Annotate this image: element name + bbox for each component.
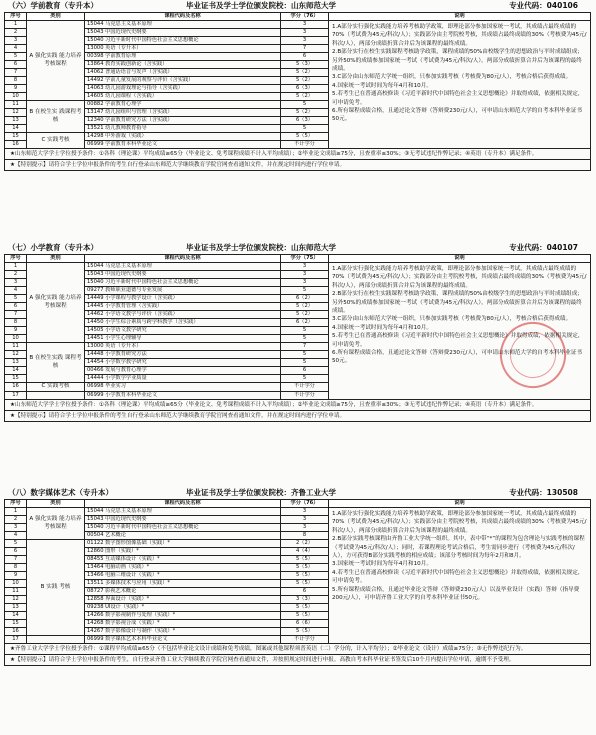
credit-value: 5（5） [281, 556, 329, 564]
course-name: 00882 学前教育心理学 [85, 101, 281, 109]
major-code: 专业代码：130508 [509, 488, 578, 497]
row-number: 2 [5, 29, 27, 37]
footer-cell [5, 149, 591, 160]
notes-cell [329, 21, 591, 149]
row-number: 6 [5, 61, 27, 69]
credit-value: 5（2） [281, 93, 329, 101]
footer-row [5, 410, 591, 421]
note-item: 6.所有课程成绩合格，且通过论文答辩（答辩费230元/人），可申请山东师范大学的自考本科毕业证书50元。 [332, 108, 583, 123]
credit-value: 5（3） [281, 61, 329, 69]
credit-value: 5 [281, 351, 329, 359]
row-number: 10 [5, 335, 27, 343]
footer-cell [5, 644, 591, 655]
credit-value: 不计学分 [281, 391, 329, 399]
note-item: 3.C部分由山东师范大学统一组织，只参加实践考核（考核费为80元/人），考核合格后获得成绩。 [332, 316, 572, 323]
course-name: 06999 小学教育本科毕业论文 [85, 391, 281, 399]
course-name: 01122 数字图形图像基础（实践）* [85, 540, 281, 548]
course-name: 14449 小学课程与教学设计（含实践） [85, 295, 281, 303]
note-item: 1.A部分实行强化实践能力培养考核助学政策，即理论部分参加国家统一考试，其成绩占最终成绩的70%（考试费为45元/科次/人）；实践部分由主考院校考核，其成绩占最终成绩的30%（考核费为45元/科次/人），两部分成绩折算合并后为该课程的最终成绩。 [332, 511, 587, 534]
column-header: 序号 [5, 500, 27, 508]
credit-value: 不计学分 [281, 636, 329, 644]
notes-cell [329, 508, 591, 644]
credit-value: 5（2） [281, 69, 329, 77]
course-name: 14267 数字影像设计与制作（实践）* [85, 628, 281, 636]
issuing-university: 毕业证书及学士学位颁发院校：山东师范大学 [186, 1, 336, 10]
row-number: 9 [5, 85, 27, 93]
column-header: 类别 [27, 500, 85, 508]
section-primary-education [4, 242, 592, 422]
footer-row [5, 399, 591, 410]
credit-value: 3 [281, 516, 329, 524]
course-name: 13864 教育实践创新论（含实践） [85, 61, 281, 69]
credit-value: 5 [281, 125, 329, 133]
credit-value: 6（2） [281, 319, 329, 327]
credit-value: 3 [281, 271, 329, 279]
category-cell: C 实践考核 [27, 133, 85, 149]
note-item: 1.A部分实行强化实践能力培养考核助学政策，即理论部分参加国家统一考试，其成绩占最终成绩的70%（考试费为45元/科次/人）；实践部分由主考院校考核，其成绩占最终成绩的30%（考核费为45元/科次/人），两部分成绩折算合并后为该课程的最终成绩。 [332, 266, 587, 289]
category-cell: A 强化实践 能力培养 考核课程 [27, 508, 85, 540]
note-item: 2.B部分实践考核课程由齐鲁工业大学统一组织。其中，表中带“*”的课程为包含理论与实践考核的课程（考试费为45元/科次/人）；同时，若课程理论考试合格后，考生需同步进行（考核费为45元/科次/人），方可获得B部分实践考核的相应成绩；该部分考核时间为每年2月和8月。 [332, 536, 585, 560]
credit-value: 5 [281, 101, 329, 109]
footer-cell [5, 655, 591, 666]
row-number: 8 [5, 319, 27, 327]
section-preschool-education [4, 0, 592, 171]
course-name: 13466 电脑三维设计（实践）* [85, 572, 281, 580]
column-header: 课程代码及名称 [85, 500, 281, 508]
row-number: 3 [5, 37, 27, 45]
row-number: 10 [5, 93, 27, 101]
row-number: 17 [5, 391, 27, 399]
row-number: 6 [5, 548, 27, 556]
row-number: 17 [5, 636, 27, 644]
column-header: 序号 [5, 13, 27, 21]
credit-value: 6（2） [281, 295, 329, 303]
footer-row [5, 655, 591, 666]
course-name: 15044 马克思主义基本原理 [85, 263, 281, 271]
course-name: 14450 小学生综合素质与跨学科教学（含实践） [85, 319, 281, 327]
row-number: 1 [5, 263, 27, 271]
course-name: 15043 中国近现代史纲要 [85, 29, 281, 37]
course-name: 13511 多媒体技术与应用（实践）* [85, 580, 281, 588]
credit-value: 5（2） [281, 77, 329, 85]
credit-value: 4（4） [281, 548, 329, 556]
footer-note: ★【特别提示】请符合学士学位申报条件的考生自行登录山东师范大学继续教育学院官网查看通知文件，并在规定时间内进行学位申请。 [10, 162, 346, 168]
column-header: 说明 [329, 500, 591, 508]
footer-note: ★山东师范大学学士学位授予条件：①各科（理论课）平均成绩≥65分（毕业论文、免考课程成绩不计入平均成绩）；②毕业论文成绩≥75分，且查重率≤30%；③无考试违纪作弊记录；④英语（专升本）满足条件。 [10, 401, 538, 408]
column-header: 课程代码及名称 [85, 13, 281, 21]
column-header: 类别 [27, 13, 85, 21]
credit-value: 3 [281, 29, 329, 37]
table-row [5, 21, 591, 29]
column-header: 说明 [329, 255, 591, 263]
row-number: 8 [5, 564, 27, 572]
row-number: 12 [5, 596, 27, 604]
credit-value: 5（2） [281, 311, 329, 319]
row-number: 10 [5, 580, 27, 588]
course-name: 00466 发展与教育心理学 [85, 367, 281, 375]
row-number: 3 [5, 279, 27, 287]
credit-value: 3 [281, 21, 329, 29]
credit-value: 7 [281, 45, 329, 53]
row-number: 12 [5, 109, 27, 117]
column-header: 学分（76） [281, 500, 329, 508]
note-item: 4.国家统一考试时间为每年4月和10月。 [332, 324, 432, 331]
column-header: 说明 [329, 13, 591, 21]
major-code: 专业代码：040106 [509, 1, 578, 10]
row-number: 7 [5, 69, 27, 77]
row-number: 11 [5, 101, 27, 109]
credit-value: 5 [281, 327, 329, 335]
table-row [5, 508, 591, 516]
credit-value: 6 [281, 53, 329, 61]
note-item: 4.国家统一考试时间为每年4月和10月。 [332, 82, 432, 89]
row-number: 1 [5, 21, 27, 29]
note-item: 4.若考生已在普通高校修读《习近平新时代中国特色社会主义思想概论》并取得成绩，依据相关规定，可申请免考。 [332, 569, 584, 585]
credit-value: 5 [281, 359, 329, 367]
row-number: 11 [5, 588, 27, 596]
note-item: 2.B部分实行在校生实践课程考核助学政策，课程成绩的50%由校级学生的思想政治与平时成绩组成；另外50%的成绩参加国家统一考试（考试费为45元/科次/人），两部分成绩折算合并后为该课程的最终成绩。 [332, 49, 583, 73]
course-name: 08727 影视艺术概论 [85, 588, 281, 596]
column-header: 学分（75） [281, 255, 329, 263]
course-name: 14462 小学语文教学与评价（含实践） [85, 311, 281, 319]
issuing-university: 毕业证书及学士学位颁发院校：山东师范大学 [186, 243, 336, 252]
category-cell: C 实践考核 [27, 383, 85, 392]
credit-value: 3 [281, 508, 329, 516]
row-number: 4 [5, 532, 27, 540]
row-number: 3 [5, 524, 27, 532]
row-number: 15 [5, 620, 27, 628]
course-name: 14492 学前儿童发展的观察与评价（含实践） [85, 77, 281, 85]
row-number: 13 [5, 117, 27, 125]
row-number: 16 [5, 628, 27, 636]
course-name: 14448 小学教育研究方法 [85, 351, 281, 359]
credit-value: 5 [281, 335, 329, 343]
credit-value: 5 [281, 375, 329, 383]
course-name: 14062 普通话语音与发声（含实践） [85, 69, 281, 77]
credit-value: 7 [281, 343, 329, 351]
section-header [4, 487, 592, 499]
course-name: 14268 数字影视合成（实践）* [85, 620, 281, 628]
credit-value: 6（3） [281, 85, 329, 93]
course-name: 15040 习近平新时代中国特色社会主义思想概论 [85, 37, 281, 45]
row-number: 8 [5, 77, 27, 85]
course-name: 15043 中国近现代史纲要 [85, 271, 281, 279]
course-name: 14266 数字影视制作与处理（实践）* [85, 612, 281, 620]
footer-cell [5, 410, 591, 421]
credit-value: 6（3） [281, 117, 329, 125]
row-number: 14 [5, 612, 27, 620]
credit-value: 6 [281, 367, 329, 375]
note-item: 5.若考生已在普通高校修读《习近平新时代中国特色社会主义思想概论》并取得成绩，依据相关规定，可申请免考。 [332, 333, 584, 348]
credit-value: 5（2） [281, 109, 329, 117]
course-table [4, 499, 591, 666]
credit-value: 5（5） [281, 133, 329, 141]
course-name: 06998 毕业实习 [85, 383, 281, 392]
row-number: 16 [5, 383, 27, 392]
note-item: 5.所有课程成绩合格，且通过毕业论文答辩（答辩费230元/人）以及毕业设计（实践）答辩（指导费200元/人），可申请齐鲁工业大学的自考本科毕业证书50元。 [332, 586, 580, 602]
row-number: 7 [5, 556, 27, 564]
credit-value: 3 [281, 279, 329, 287]
category-cell [27, 391, 85, 399]
row-number: 2 [5, 516, 27, 524]
row-number: 4 [5, 287, 27, 295]
course-name: 14298 中外游戏（实践） [85, 133, 281, 141]
credit-value: 5（5） [281, 604, 329, 612]
credit-value: 3 [281, 263, 329, 271]
note-item: 3.国家统一考试时间为每年4月和10月。 [332, 561, 432, 568]
column-header: 学分（76） [281, 13, 329, 21]
note-item: 3.C部分由山东师范大学统一组织，只参加实践考核（考核费为80元/人），考核合格后获得成绩。 [332, 74, 572, 81]
course-name: 14605 幼儿园课程（含实践） [85, 93, 281, 101]
table-header-row [5, 500, 591, 508]
credit-value: 2（2） [281, 540, 329, 548]
column-header: 类别 [27, 255, 85, 263]
credit-value: 5（5） [281, 612, 329, 620]
course-name: 00398 学前教育原理 [85, 53, 281, 61]
credit-value: 5 [281, 287, 329, 295]
category-cell [27, 636, 85, 644]
row-number: 12 [5, 351, 27, 359]
course-name: 12858 界面设计（实践）* [85, 596, 281, 604]
row-number: 15 [5, 133, 27, 141]
row-number: 4 [5, 45, 27, 53]
category-cell: B 在校生实 践课程考核 [27, 101, 85, 133]
row-number: 11 [5, 343, 27, 351]
row-number: 13 [5, 359, 27, 367]
section-title: （七）小学教育（专升本） [8, 243, 98, 252]
row-number: 2 [5, 271, 27, 279]
course-name: 12340 学前教育研究方法（含实践） [85, 117, 281, 125]
course-name: 14445 小学教育管理（含实践） [85, 303, 281, 311]
credit-value: 5（5） [281, 580, 329, 588]
row-number: 14 [5, 125, 27, 133]
footer-note: ★【特别提示】请符合学士学位申报条件的考生自行登录山东师范大学继续教育学院官网查看通知文件，并在规定时间内进行学位申请。 [10, 412, 346, 419]
credit-value: 5（2） [281, 303, 329, 311]
course-name: 14451 小学生心理辅导 [85, 335, 281, 343]
course-name: 06999 学前教育本科毕业论文 [85, 141, 281, 149]
course-name: 00504 艺术概论 [85, 532, 281, 540]
credit-value: 3 [281, 524, 329, 532]
credit-value: 不计学分 [281, 141, 329, 149]
column-header: 课程代码及名称 [85, 255, 281, 263]
table-header-row [5, 13, 591, 21]
course-name: 08455 互动媒体设计（实践）* [85, 556, 281, 564]
table-row [5, 263, 591, 271]
section-header [4, 242, 592, 254]
credit-value: 不计学分 [281, 383, 329, 392]
course-name: 12860 图形（实践）* [85, 548, 281, 556]
credit-value: 8 [281, 532, 329, 540]
credit-value: 5（5） [281, 628, 329, 636]
credit-value: 6（6） [281, 620, 329, 628]
row-number: 7 [5, 311, 27, 319]
course-name: 14444 小学数学学业质量 [85, 375, 281, 383]
section-title: （六）学前教育（专升本） [8, 1, 98, 10]
row-number: 13 [5, 604, 27, 612]
row-number: 15 [5, 375, 27, 383]
course-name: 15040 习近平新时代中国特色社会主义思想概论 [85, 279, 281, 287]
course-name: 09238 UI设计（实践）* [85, 604, 281, 612]
course-name: 14454 小学数学教学研究 [85, 359, 281, 367]
course-table [4, 254, 591, 422]
section-digital-media-art [4, 487, 592, 666]
row-number: 16 [5, 141, 27, 149]
course-name: 06999 数字媒体艺术本科毕业论文 [85, 636, 281, 644]
credit-value: 5（5） [281, 564, 329, 572]
row-number: 5 [5, 295, 27, 303]
course-name: 15043 中国近现代史纲要 [85, 516, 281, 524]
credit-value: 3 [281, 37, 329, 45]
row-number: 9 [5, 572, 27, 580]
course-name: 13000 英语（专升本） [85, 45, 281, 53]
row-number: 1 [5, 508, 27, 516]
credit-value: 3（3） [281, 596, 329, 604]
course-name: 15044 马克思主义基本原理 [85, 508, 281, 516]
note-item: 5.若考生已在普通高校修读《习近平新时代中国特色社会主义思想概论》并取得成绩，依据相关规定，可申请免考。 [332, 91, 584, 106]
footer-row [5, 160, 591, 171]
column-header: 序号 [5, 255, 27, 263]
category-cell: B 在校生实践 课程考核 [27, 343, 85, 383]
course-name: 14505 小学语文教学研究 [85, 327, 281, 335]
section-header [4, 0, 592, 12]
credit-value: 5（5） [281, 572, 329, 580]
row-number: 6 [5, 303, 27, 311]
course-name: 13464 电脑动画（实践）* [85, 564, 281, 572]
course-name: 09277 教师职业道德与专业发展 [85, 287, 281, 295]
note-item: 1.A部分实行强化实践能力培养考核助学政策，即理论部分参加国家统一考试，其成绩占最终成绩的70%（考试费为45元/科次/人）；实践部分由主考院校考核，其成绩占最终成绩的30%（考核费为45元/科次/人），两部分成绩折算合并后为该课程的最终成绩。 [332, 24, 587, 47]
footer-note: ★【特别提示】请符合学士学位申报条件的考生，自行登录齐鲁工业大学继续教育学院官网查看通知文件，并按照规定时间进行申报。高教自考本科毕业证书签发后10个月内提出学位申请，逾期不予受理。 [10, 657, 515, 663]
course-table [4, 12, 591, 171]
category-cell: A 强化实践 能力培养 考核课程 [27, 21, 85, 101]
note-item: 6.所有课程成绩合格，且通过论文答辩（答辩费230元/人），可申请山东师范大学的自考本科毕业证书50元。 [332, 350, 583, 365]
major-code: 专业代码：040107 [509, 243, 578, 252]
note-item: 2.B部分实行在校生实践课程考核助学政策，课程成绩的50%由校级学生的思想政治与平时成绩组成；另外50%的成绩参加国家统一考试（考试费为45元/科次/人），两部分成绩折算合并后为该课程的最终成绩。 [332, 291, 583, 315]
category-cell: A 强化实践 能力培养 考核课程 [27, 263, 85, 343]
category-cell: B 实践 考核 [27, 540, 85, 636]
row-number: 9 [5, 327, 27, 335]
table-header-row [5, 255, 591, 263]
footer-row [5, 644, 591, 655]
issuing-university: 毕业证书及学士学位颁发院校：齐鲁工业大学 [186, 488, 336, 497]
footer-row [5, 149, 591, 160]
course-name: 15044 马克思主义基本原理 [85, 21, 281, 29]
row-number: 5 [5, 540, 27, 548]
footer-note: ★山东师范大学学士学位授予条件：①各科（理论课）平均成绩≥65分（毕业论文、免考课程成绩不计入平均成绩）；②毕业论文成绩≥75分，且查重率≤30%；③无考试违纪作弊记录；④英语（专升本）满足条件。 [10, 151, 538, 157]
section-title: （八）数字媒体艺术（专升本） [8, 488, 113, 497]
notes-cell [329, 263, 591, 400]
footer-cell [5, 399, 591, 410]
credit-value: 6 [281, 588, 329, 596]
footer-note: ★齐鲁工业大学学士学位授予条件：①课程平均成绩≥65分（不包括毕业论文设计成绩和免考成绩，图案或其他课程须普英语（二）学分的，计入平均分）；②毕业论文（设计）成绩≥75分；③无作弊违纪行为。 [10, 646, 527, 652]
course-name: 13000 英语（专升本） [85, 343, 281, 351]
course-name: 13521 幼儿教师教育指导 [85, 125, 281, 133]
footer-cell [5, 160, 591, 171]
row-number: 14 [5, 367, 27, 375]
course-name: 14063 幼儿园游戏理论与指导（含实践） [85, 85, 281, 93]
course-name: 15040 习近平新时代中国特色社会主义思想概论 [85, 524, 281, 532]
row-number: 5 [5, 53, 27, 61]
course-name: 13147 幼儿园组织与管理（含实践） [85, 109, 281, 117]
